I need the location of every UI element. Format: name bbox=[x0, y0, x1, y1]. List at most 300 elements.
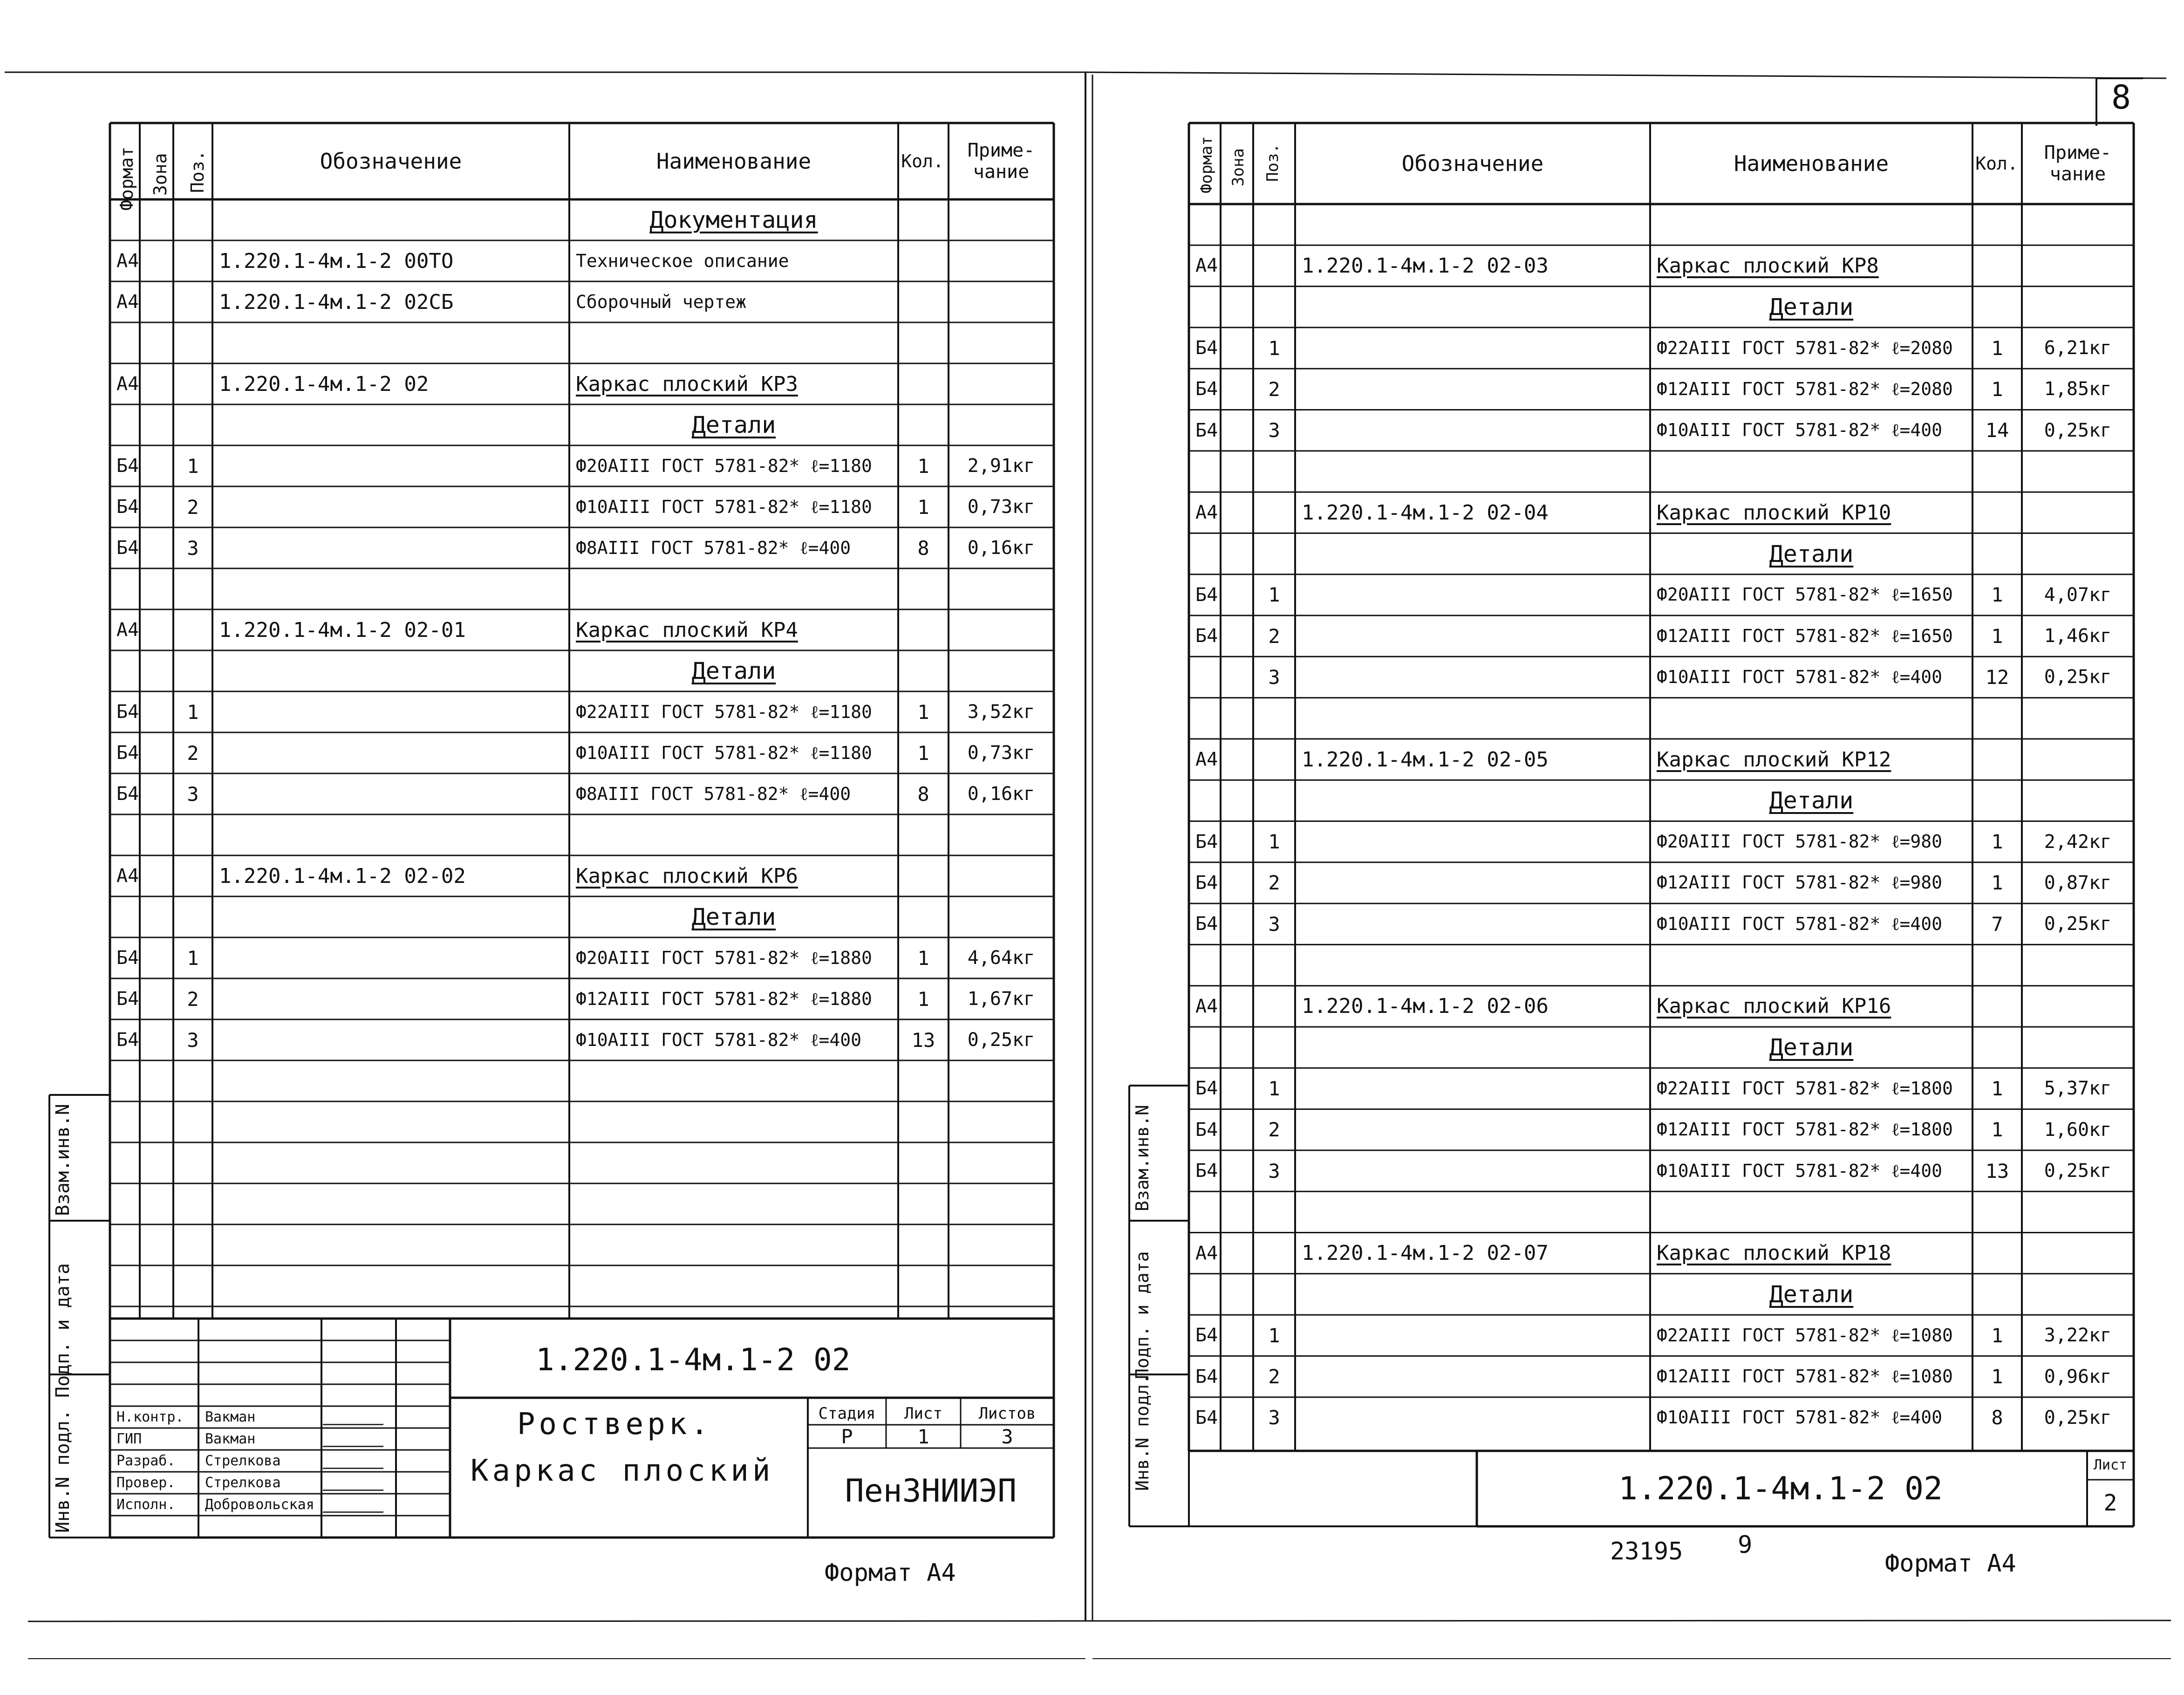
cell-format: А4 bbox=[116, 865, 139, 887]
cell-note: 1,67кг bbox=[967, 988, 1035, 1010]
cell-pos bbox=[1253, 1191, 1295, 1232]
cell-pos bbox=[1253, 492, 1295, 533]
right-header-note: Приме-чание bbox=[2044, 142, 2112, 185]
left-stamp-sheet-label: Лист bbox=[904, 1404, 942, 1423]
cell-format: Б4 bbox=[1195, 872, 1218, 894]
stamp-person: Добровольская bbox=[205, 1497, 314, 1513]
left-header-pos: Поз. bbox=[187, 150, 208, 193]
left-stamp-title-line2: Каркас плоский bbox=[471, 1454, 774, 1488]
cell-name: Ф20АIII ГОСТ 5781-82* ℓ=1650 bbox=[1657, 584, 1953, 605]
cell-name bbox=[569, 322, 898, 363]
cell-name: Ф10АIII ГОСТ 5781-82* ℓ=400 bbox=[1657, 1160, 1943, 1181]
stamp-person: Вакман bbox=[205, 1409, 256, 1425]
cell-qty bbox=[898, 814, 949, 855]
cell-designation bbox=[212, 486, 569, 527]
cell-pos bbox=[1253, 1274, 1295, 1315]
cell-designation bbox=[1295, 698, 1650, 739]
cell-name: Ф10АIII ГОСТ 5781-82* ℓ=400 bbox=[1657, 1407, 1943, 1428]
cell-pos: 3 bbox=[187, 782, 199, 806]
stamp-person: Вакман bbox=[205, 1431, 256, 1447]
left-header-note: Приме-чание bbox=[967, 140, 1035, 183]
cell-pos bbox=[173, 650, 212, 691]
cell-name: Ф20АIII ГОСТ 5781-82* ℓ=1180 bbox=[576, 455, 872, 476]
cell-name-heading: Детали bbox=[691, 411, 776, 438]
cell-qty bbox=[1972, 245, 2022, 286]
page-number: 8 bbox=[2111, 78, 2131, 116]
cell-name bbox=[569, 568, 898, 609]
cell-format: Б4 bbox=[1195, 584, 1218, 606]
cell-name: Каркас плоский КР18 bbox=[1657, 1241, 1891, 1265]
cell-designation: 1.220.1-4м.1-2 02-03 bbox=[1302, 253, 1549, 278]
cell-designation bbox=[212, 937, 569, 978]
cell-pos: 1 bbox=[187, 700, 199, 724]
cell-designation: 1.220.1-4м.1-2 02-06 bbox=[1302, 994, 1549, 1018]
stamp-role: Н.контр. bbox=[116, 1409, 184, 1425]
cell-pos bbox=[173, 609, 212, 650]
cell-pos: 3 bbox=[1268, 665, 1280, 689]
cell-name: Ф8АIII ГОСТ 5781-82* ℓ=400 bbox=[576, 537, 851, 558]
cell-designation: 1.220.1-4м.1-2 02-04 bbox=[1302, 500, 1549, 525]
cell-note bbox=[2022, 780, 2134, 821]
cell-qty bbox=[898, 404, 949, 445]
cell-note bbox=[949, 322, 1054, 363]
cell-name-heading: Детали bbox=[1769, 1034, 1854, 1061]
cell-pos bbox=[173, 855, 212, 896]
right-header-name: Наименование bbox=[1734, 151, 1889, 176]
cell-format: А4 bbox=[116, 373, 139, 395]
right-side-label-vzam: Взам.инв.N bbox=[1132, 1105, 1153, 1211]
cell-qty bbox=[1972, 739, 2022, 780]
cell-qty: 14 bbox=[1985, 419, 2009, 442]
cell-pos bbox=[1253, 698, 1295, 739]
cell-format bbox=[1189, 1274, 1221, 1315]
cell-format: Б4 bbox=[1195, 913, 1218, 935]
cell-qty bbox=[898, 199, 949, 240]
cell-format: Б4 bbox=[1195, 1119, 1218, 1141]
cell-format: Б4 bbox=[116, 537, 139, 559]
cell-pos bbox=[1253, 1233, 1295, 1274]
cell-designation bbox=[212, 691, 569, 732]
cell-pos bbox=[173, 814, 212, 855]
signature-mark bbox=[322, 1454, 390, 1469]
cell-format: Б4 bbox=[116, 455, 139, 477]
cell-qty bbox=[1972, 944, 2022, 985]
left-stamp-code: 1.220.1-4м.1-2 02 bbox=[536, 1342, 851, 1378]
cell-name: Каркас плоский КР8 bbox=[1657, 253, 1879, 278]
cell-qty bbox=[1972, 1274, 2022, 1315]
left-stamp-title-line1: Ростверк. bbox=[517, 1407, 712, 1442]
cell-format: Б4 bbox=[1195, 831, 1218, 853]
cell-name: Ф8АIII ГОСТ 5781-82* ℓ=400 bbox=[576, 783, 851, 804]
cell-qty: 1 bbox=[1991, 1365, 2003, 1388]
cell-format: Б4 bbox=[1195, 1325, 1218, 1346]
cell-format bbox=[1189, 698, 1221, 739]
left-header-qty: Кол. bbox=[901, 151, 944, 171]
cell-note bbox=[2022, 533, 2134, 574]
cell-pos bbox=[173, 568, 212, 609]
cell-name: Ф22АIII ГОСТ 5781-82* ℓ=1180 bbox=[576, 701, 872, 722]
cell-qty: 1 bbox=[1991, 1077, 2003, 1100]
cell-qty bbox=[898, 322, 949, 363]
stamp-role: Разраб. bbox=[116, 1453, 176, 1469]
cell-pos bbox=[173, 281, 212, 322]
signature-mark bbox=[322, 1410, 390, 1425]
cell-qty: 1 bbox=[1991, 583, 2003, 607]
cell-pos: 2 bbox=[1268, 871, 1280, 895]
cell-qty bbox=[898, 609, 949, 650]
cell-designation bbox=[1295, 1315, 1650, 1356]
left-stamp-sheet: 1 bbox=[917, 1425, 929, 1448]
cell-name: Каркас плоский КР12 bbox=[1657, 747, 1891, 772]
grid-line bbox=[28, 1620, 2171, 1621]
cell-designation: 1.220.1-4м.1-2 02-02 bbox=[219, 864, 466, 888]
cell-qty bbox=[1972, 533, 2022, 574]
cell-designation bbox=[1295, 944, 1650, 985]
cell-format bbox=[1189, 287, 1221, 328]
left-format-label: Формат А4 bbox=[825, 1559, 956, 1587]
cell-qty: 1 bbox=[1991, 624, 2003, 648]
cell-note: 0,25кг bbox=[2044, 419, 2112, 441]
cell-format: Б4 bbox=[1195, 1407, 1218, 1428]
cell-designation: 1.220.1-4м.1-2 02-01 bbox=[219, 618, 466, 642]
cell-name-heading: Документация bbox=[649, 206, 818, 233]
cell-name: Ф22АIII ГОСТ 5781-82* ℓ=2080 bbox=[1657, 337, 1953, 358]
left-header-zone: Зона bbox=[150, 153, 171, 196]
cell-note bbox=[949, 896, 1054, 937]
cell-note: 0,25кг bbox=[2044, 1160, 2112, 1182]
cell-designation bbox=[1295, 369, 1650, 410]
cell-format: Б4 bbox=[116, 947, 139, 969]
cell-note bbox=[2022, 944, 2134, 985]
cell-designation bbox=[212, 650, 569, 691]
cell-format: Б4 bbox=[1195, 337, 1218, 359]
cell-note: 0,25кг bbox=[2044, 666, 2112, 688]
signature-mark bbox=[322, 1432, 390, 1447]
cell-note bbox=[949, 650, 1054, 691]
left-stamp-stage-label: Стадия bbox=[818, 1404, 876, 1423]
cell-qty: 8 bbox=[1991, 1406, 2003, 1429]
cell-note: 0,25кг bbox=[2044, 1407, 2112, 1428]
cell-name: Ф12АIII ГОСТ 5781-82* ℓ=1880 bbox=[576, 988, 872, 1009]
cell-name bbox=[1650, 944, 1972, 985]
cell-note bbox=[2022, 1191, 2134, 1232]
stamp-person: Стрелкова bbox=[205, 1453, 281, 1469]
cell-pos bbox=[1253, 245, 1295, 286]
cell-name: Каркас плоский КР10 bbox=[1657, 500, 1891, 525]
cell-format bbox=[110, 199, 140, 240]
cell-qty bbox=[898, 363, 949, 404]
cell-note bbox=[949, 199, 1054, 240]
cell-designation bbox=[1295, 821, 1650, 862]
cell-note bbox=[2022, 1233, 2134, 1274]
cell-name-heading: Детали bbox=[1769, 787, 1854, 814]
cell-qty bbox=[1972, 1233, 2022, 1274]
cell-qty: 1 bbox=[1991, 830, 2003, 854]
cell-pos bbox=[1253, 533, 1295, 574]
cell-note bbox=[949, 855, 1054, 896]
left-side-label-vzam: Взам.инв.N bbox=[52, 1104, 74, 1216]
cell-designation bbox=[212, 814, 569, 855]
left-side-label-inv: Инв.N подл. bbox=[52, 1409, 74, 1533]
cell-qty: 1 bbox=[917, 946, 929, 970]
cell-note: 2,91кг bbox=[967, 455, 1035, 477]
right-header-pos: Поз. bbox=[1263, 144, 1282, 182]
cell-designation bbox=[212, 568, 569, 609]
cell-qty: 1 bbox=[917, 495, 929, 519]
cell-name: Техническое описание bbox=[576, 251, 789, 271]
cell-note: 0,87кг bbox=[2044, 872, 2112, 894]
right-header-format: Формат bbox=[1197, 136, 1216, 193]
left-stamp-stage: Р bbox=[841, 1425, 853, 1448]
cell-qty: 1 bbox=[917, 741, 929, 765]
cell-name: Каркас плоский КР4 bbox=[576, 618, 798, 642]
cell-name: Сборочный чертеж bbox=[576, 292, 747, 312]
cell-pos bbox=[1253, 287, 1295, 328]
cell-qty: 1 bbox=[917, 700, 929, 724]
cell-pos bbox=[173, 896, 212, 937]
cell-name bbox=[1650, 1191, 1972, 1232]
right-stamp-sheet-label: Лист bbox=[2093, 1456, 2128, 1473]
right-archive-no: 23195 bbox=[1610, 1538, 1683, 1565]
cell-pos: 3 bbox=[187, 536, 199, 560]
cell-name-heading: Детали bbox=[691, 903, 776, 930]
cell-note: 1,60кг bbox=[2044, 1119, 2112, 1141]
cell-format: А4 bbox=[1195, 502, 1218, 524]
stamp-role: ГИП bbox=[116, 1431, 142, 1447]
cell-pos: 1 bbox=[1268, 583, 1280, 607]
cell-format bbox=[1189, 780, 1221, 821]
cell-note: 6,21кг bbox=[2044, 337, 2112, 359]
cell-name: Ф12АIII ГОСТ 5781-82* ℓ=1080 bbox=[1657, 1366, 1953, 1387]
cell-qty: 7 bbox=[1991, 912, 2003, 936]
cell-pos bbox=[173, 404, 212, 445]
cell-qty bbox=[898, 855, 949, 896]
cell-name: Ф10АIII ГОСТ 5781-82* ℓ=1180 bbox=[576, 742, 872, 763]
cell-designation bbox=[212, 404, 569, 445]
cell-format: Б4 bbox=[1195, 1078, 1218, 1100]
cell-qty bbox=[898, 281, 949, 322]
cell-pos: 1 bbox=[1268, 336, 1280, 360]
cell-pos bbox=[173, 363, 212, 404]
cell-note bbox=[2022, 451, 2134, 492]
cell-qty bbox=[1972, 698, 2022, 739]
cell-pos bbox=[1253, 451, 1295, 492]
cell-qty bbox=[1972, 1191, 2022, 1232]
cell-designation bbox=[1295, 533, 1650, 574]
cell-format bbox=[110, 404, 140, 445]
cell-designation: 1.220.1-4м.1-2 02-05 bbox=[1302, 747, 1549, 772]
cell-format: Б4 bbox=[1195, 378, 1218, 400]
cell-pos bbox=[1253, 780, 1295, 821]
cell-name: Ф10АIII ГОСТ 5781-82* ℓ=400 bbox=[1657, 913, 1943, 934]
cell-name-heading: Детали bbox=[691, 657, 776, 684]
cell-qty bbox=[898, 568, 949, 609]
cell-name: Ф10АIII ГОСТ 5781-82* ℓ=1180 bbox=[576, 496, 872, 517]
cell-designation bbox=[212, 732, 569, 773]
cell-qty: 1 bbox=[1991, 1324, 2003, 1347]
cell-name-heading: Детали bbox=[1769, 540, 1854, 567]
cell-format: Б4 bbox=[1195, 419, 1218, 441]
right-format-label: Формат А4 bbox=[1885, 1550, 2016, 1578]
cell-format: Б4 bbox=[1195, 1366, 1218, 1387]
signature-mark bbox=[322, 1497, 390, 1513]
cell-designation bbox=[212, 978, 569, 1019]
cell-qty bbox=[1972, 204, 2022, 245]
cell-designation bbox=[212, 445, 569, 486]
cell-format: А4 bbox=[1195, 995, 1218, 1017]
cell-format bbox=[1189, 1027, 1221, 1068]
cell-format: Б4 bbox=[1195, 1160, 1218, 1182]
cell-pos: 2 bbox=[187, 741, 199, 765]
cell-pos bbox=[1253, 986, 1295, 1027]
cell-designation bbox=[1295, 410, 1650, 451]
cell-name bbox=[569, 814, 898, 855]
cell-pos: 2 bbox=[1268, 624, 1280, 648]
cell-note bbox=[2022, 204, 2134, 245]
cell-format: А4 bbox=[116, 250, 139, 272]
cell-format: Б4 bbox=[116, 988, 139, 1010]
left-stamp-sheets: 3 bbox=[1001, 1425, 1013, 1448]
cell-note bbox=[949, 363, 1054, 404]
cell-name: Каркас плоский КР3 bbox=[576, 372, 798, 396]
cell-name: Ф22АIII ГОСТ 5781-82* ℓ=1800 bbox=[1657, 1078, 1953, 1099]
cell-note bbox=[949, 609, 1054, 650]
right-header-designation: Обозначение bbox=[1401, 151, 1544, 176]
cell-qty: 13 bbox=[911, 1028, 935, 1052]
cell-format: А4 bbox=[1195, 1242, 1218, 1264]
cell-designation bbox=[1295, 574, 1650, 615]
cell-designation bbox=[1295, 1356, 1650, 1397]
cell-note bbox=[949, 404, 1054, 445]
cell-qty: 1 bbox=[1991, 336, 2003, 360]
cell-name: Ф20АIII ГОСТ 5781-82* ℓ=980 bbox=[1657, 831, 1943, 852]
cell-pos: 1 bbox=[1268, 1077, 1280, 1100]
cell-designation bbox=[1295, 287, 1650, 328]
cell-format bbox=[1189, 1191, 1221, 1232]
cell-note: 0,73кг bbox=[967, 742, 1035, 764]
cell-note: 0,25кг bbox=[967, 1029, 1035, 1051]
cell-format: Б4 bbox=[116, 742, 139, 764]
cell-name: Ф12АIII ГОСТ 5781-82* ℓ=980 bbox=[1657, 872, 1943, 893]
cell-note: 4,64кг bbox=[967, 947, 1035, 969]
cell-note: 1,85кг bbox=[2044, 378, 2112, 400]
cell-qty: 1 bbox=[1991, 871, 2003, 895]
cell-qty bbox=[1972, 451, 2022, 492]
cell-format bbox=[110, 814, 140, 855]
cell-designation bbox=[1295, 204, 1650, 245]
cell-format: А4 bbox=[1195, 749, 1218, 771]
cell-name: Ф12АIII ГОСТ 5781-82* ℓ=2080 bbox=[1657, 378, 1953, 399]
left-stamp-sheets-label: Листов bbox=[978, 1404, 1036, 1423]
cell-pos: 2 bbox=[1268, 377, 1280, 401]
cell-format bbox=[110, 322, 140, 363]
cell-format bbox=[1189, 656, 1221, 697]
cell-qty: 1 bbox=[1991, 1118, 2003, 1141]
cell-note bbox=[2022, 986, 2134, 1027]
cell-qty bbox=[1972, 492, 2022, 533]
cell-designation bbox=[212, 322, 569, 363]
cell-name bbox=[1650, 204, 1972, 245]
cell-designation bbox=[1295, 1397, 1650, 1438]
cell-qty bbox=[1972, 1027, 2022, 1068]
cell-designation bbox=[1295, 1274, 1650, 1315]
cell-format: Б4 bbox=[116, 496, 139, 518]
cell-pos: 3 bbox=[1268, 1406, 1280, 1429]
cell-designation bbox=[1295, 780, 1650, 821]
grid-line bbox=[1085, 72, 2166, 78]
cell-note bbox=[949, 240, 1054, 281]
right-archive-sheet: 9 bbox=[1738, 1531, 1753, 1559]
left-header-format: Формат bbox=[116, 146, 137, 211]
cell-designation bbox=[212, 896, 569, 937]
cell-pos bbox=[173, 199, 212, 240]
cell-designation bbox=[212, 527, 569, 568]
cell-name: Каркас плоский КР6 bbox=[576, 864, 798, 888]
cell-qty: 1 bbox=[1991, 377, 2003, 401]
cell-name: Каркас плоский КР16 bbox=[1657, 994, 1891, 1018]
right-header-qty: Кол. bbox=[1975, 153, 2018, 174]
cell-note bbox=[2022, 1027, 2134, 1068]
cell-pos: 1 bbox=[1268, 1324, 1280, 1347]
stamp-person: Стрелкова bbox=[205, 1475, 281, 1491]
cell-pos bbox=[173, 322, 212, 363]
cell-note: 0,96кг bbox=[2044, 1366, 2112, 1387]
cell-note bbox=[949, 281, 1054, 322]
cell-designation bbox=[1295, 903, 1650, 944]
cell-qty: 8 bbox=[917, 782, 929, 806]
cell-designation bbox=[212, 1019, 569, 1060]
cell-designation bbox=[1295, 1191, 1650, 1232]
cell-note: 4,07кг bbox=[2044, 584, 2112, 606]
right-side-label-sign: Подп. и дата bbox=[1132, 1251, 1153, 1379]
cell-pos bbox=[1253, 1027, 1295, 1068]
cell-note: 0,16кг bbox=[967, 537, 1035, 559]
signature-mark bbox=[322, 1476, 390, 1491]
cell-qty: 8 bbox=[917, 536, 929, 560]
cell-qty bbox=[1972, 780, 2022, 821]
cell-qty: 13 bbox=[1985, 1159, 2009, 1182]
cell-format bbox=[1189, 944, 1221, 985]
cell-note: 2,42кг bbox=[2044, 831, 2112, 853]
cell-note bbox=[2022, 287, 2134, 328]
cell-format: Б4 bbox=[116, 701, 139, 723]
cell-note: 3,22кг bbox=[2044, 1325, 2112, 1346]
cell-name-heading: Детали bbox=[1769, 1280, 1854, 1308]
cell-name bbox=[1650, 451, 1972, 492]
cell-pos: 2 bbox=[1268, 1365, 1280, 1388]
cell-format bbox=[110, 896, 140, 937]
cell-pos: 2 bbox=[1268, 1118, 1280, 1141]
cell-note bbox=[2022, 1274, 2134, 1315]
left-header-designation: Обозначение bbox=[320, 149, 462, 174]
cell-format: А4 bbox=[116, 291, 139, 313]
left-side-label-sign: Подп. и дата bbox=[52, 1263, 74, 1398]
cell-name: Ф10АIII ГОСТ 5781-82* ℓ=400 bbox=[1657, 420, 1943, 441]
cell-designation: 1.220.1-4м.1-2 02-07 bbox=[1302, 1241, 1549, 1265]
cell-designation bbox=[1295, 1150, 1650, 1191]
cell-qty bbox=[898, 240, 949, 281]
cell-designation bbox=[1295, 328, 1650, 369]
stamp-role: Провер. bbox=[116, 1475, 176, 1491]
stamp-role: Исполн. bbox=[116, 1497, 176, 1513]
cell-qty bbox=[1972, 986, 2022, 1027]
cell-designation bbox=[1295, 1109, 1650, 1150]
cell-pos: 3 bbox=[1268, 1159, 1280, 1182]
cell-pos bbox=[1253, 739, 1295, 780]
cell-designation bbox=[1295, 1027, 1650, 1068]
cell-note: 0,25кг bbox=[2044, 913, 2112, 935]
cell-format: А4 bbox=[1195, 255, 1218, 277]
